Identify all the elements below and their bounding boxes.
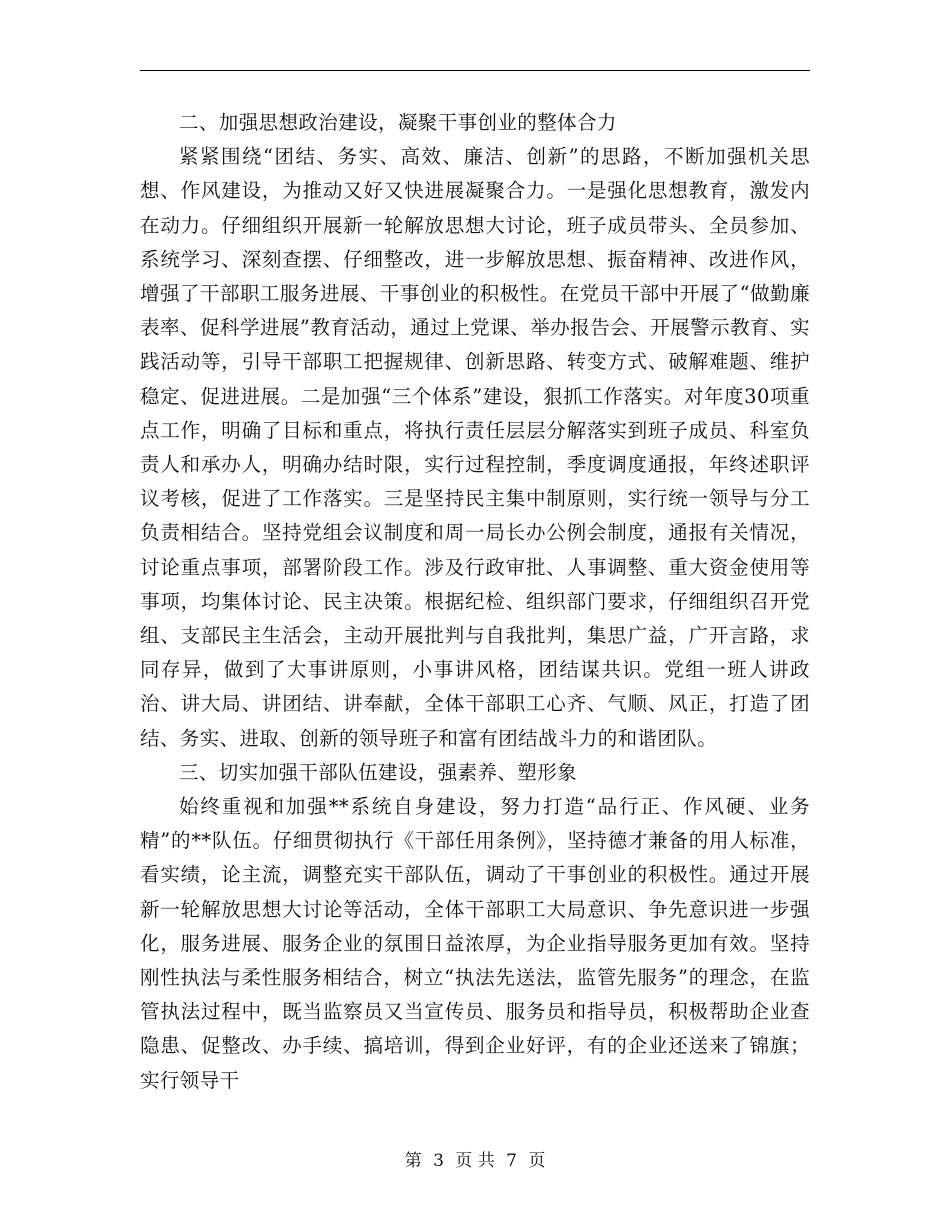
- total-pages-number: 7: [506, 1151, 517, 1171]
- header-rule: [140, 70, 810, 71]
- document-body: [140, 106, 810, 1098]
- footer-prefix: 第: [404, 1151, 422, 1171]
- section-heading-2: 二、加强思想政治建设，凝聚干事创业的整体合力: [179, 111, 617, 134]
- footer-middle: 页 共: [455, 1151, 495, 1171]
- page-footer: [0, 1146, 950, 1171]
- body-paragraph: 始终重视和加强**系统自身建设，努力打造“品行正、作风硬、业务精”的**队伍。仔细贯彻执行《干部任用条例》，坚持德才兼备的用人标准，看实绩，论主流，调整充实干部队伍，调动了干事创业的积极性。通过开展新一轮解放思想大讨论等活动，全体干部职工大局意识、争先意识进一步强化，服务进展、服务企业的氛围日益浓厚，为企业指导服务更加有效。坚持刚性执法与柔性服务相结合，树立“执法先送法，监管先服务”的理念，在监管执法过程中，既当监察员又当宣传员、服务员和指导员，积极帮助企业查隐患、促整改、办手续、搞培训，得到企业好评，有的企业还送来了锦旗；实行领导干: [140, 795, 810, 1092]
- footer-suffix: 页: [528, 1151, 546, 1171]
- current-page-number: 3: [433, 1151, 444, 1171]
- body-paragraph: 紧紧围绕“团结、务实、高效、廉洁、创新”的思路，不断加强机关思想、作风建设，为推动又好又快进展凝聚合力。一是强化思想教育，激发内在动力。仔细组织开展新一轮解放思想大讨论，班子成员带头、全员参加、系统学习、深刻查摆、仔细整改，进一步解放思想、振奋精神、改进作风，增强了干部职工服务进展、干事创业的积极性。在党员干部中开展了“做勤廉表率、促科学进展”教育活动，通过上党课、举办报告会、开展警示教育、实践活动等，引导干部职工把握规律、创新思路、转变方式、破解难题、维护稳定、促进进展。二是加强“三个体系”建设，狠抓工作落实。对年度30项重点工作，明确了目标和重点，将执行责任层层分解落实到班子成员、科室负责人和承办人，明确办结时限，实行过程控制，季度调度通报，年终述职评议考核，促进了工作落实。三是坚持民主集中制原则，实行统一领导与分工负责相结合。坚持党组会议制度和周一局长办公例会制度，通报有关情况，讨论重点事项，部署阶段工作。涉及行政审批、人事调整、重大资金使用等事项，均集体讨论、民主决策。根据纪检、组织部门要求，仔细组织召开党组、支部民主生活会，主动开展批判与自我批判，集思广益，广开言路，求同存异，做到了大事讲原则，小事讲风格，团结谋共识。党组一班人讲政治、讲大局、讲团结、讲奉献，全体干部职工心齐、气顺、风正，打造了团结、务实、进取、创新的领导班子和富有团结战斗力的和谐团队。: [140, 145, 810, 750]
- section-heading-3: 三、切实加强干部队伍建设，强素养、塑形象: [179, 760, 578, 784]
